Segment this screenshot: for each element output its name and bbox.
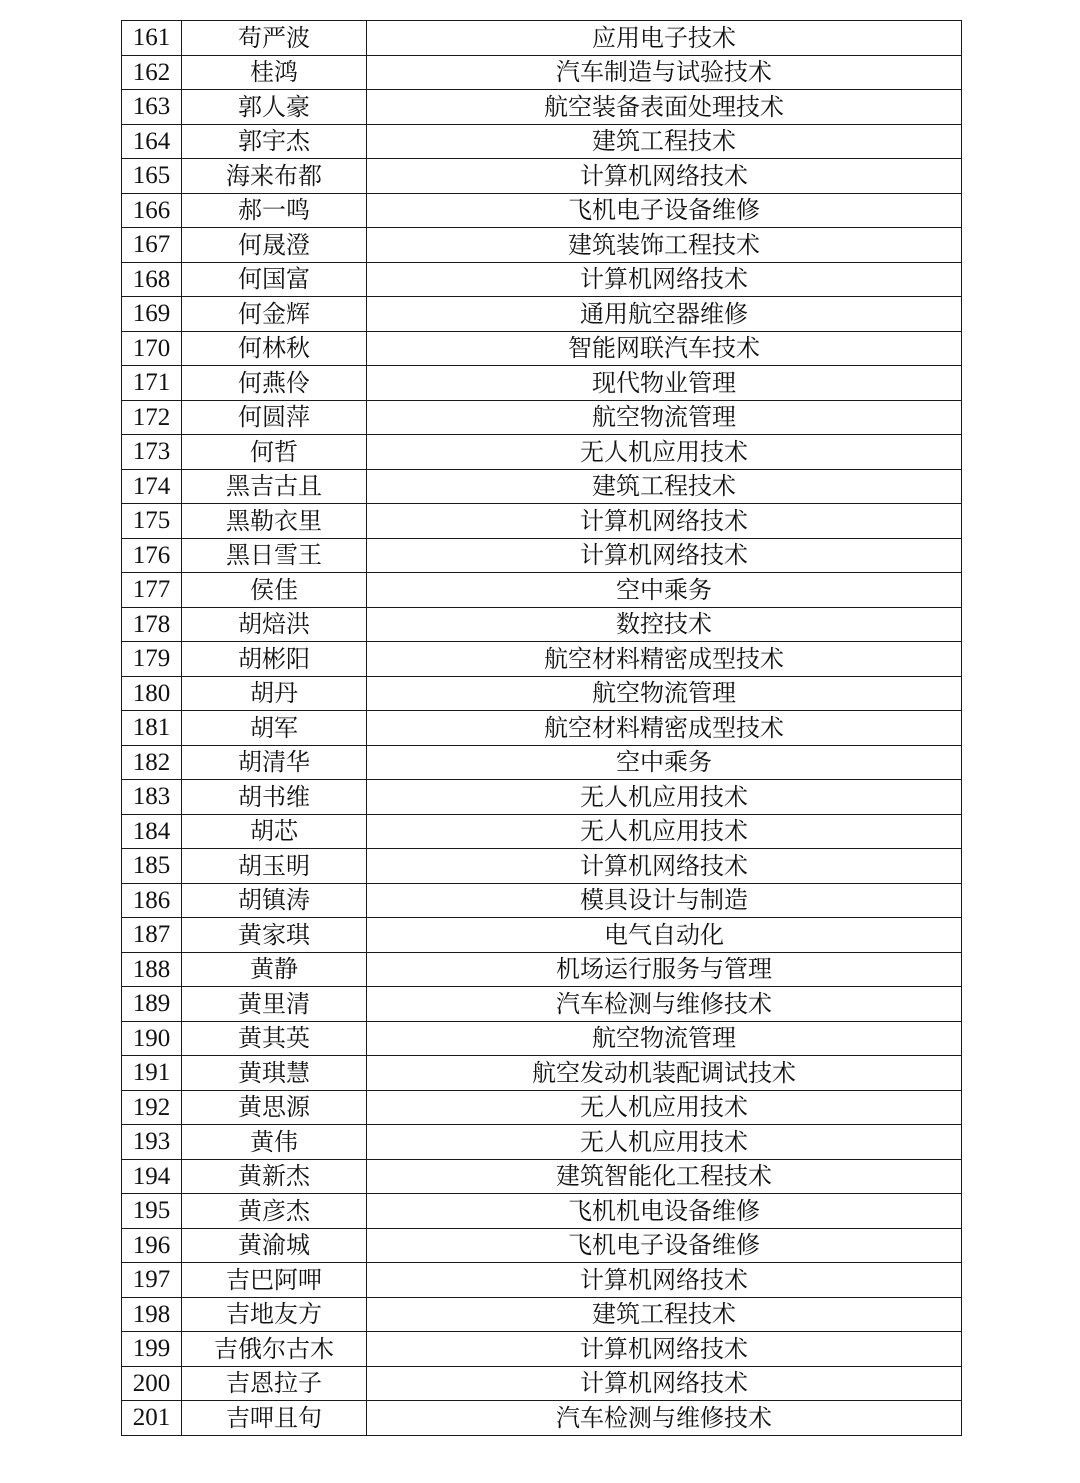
table-row [122,745,962,780]
row-number-cell: 177 [122,573,182,608]
table-row [122,21,962,56]
table-row [122,366,962,401]
table-row [122,90,962,125]
student-name-cell: 黄思源 [182,1090,367,1125]
student-name-cell: 胡丹 [182,676,367,711]
row-number-cell: 178 [122,607,182,642]
major-cell: 飞机电子设备维修 [367,1228,962,1263]
table-row [122,1332,962,1367]
major-cell: 汽车制造与试验技术 [367,55,962,90]
major-cell: 飞机机电设备维修 [367,1194,962,1229]
major-cell: 计算机网络技术 [367,538,962,573]
table-row [122,1125,962,1160]
table-row [122,435,962,470]
student-name-cell: 黄彦杰 [182,1194,367,1229]
student-name-cell: 何国富 [182,262,367,297]
major-cell: 建筑工程技术 [367,1297,962,1332]
row-number-cell: 192 [122,1090,182,1125]
student-name-cell: 胡军 [182,711,367,746]
major-cell: 计算机网络技术 [367,1332,962,1367]
table-row [122,1056,962,1091]
major-cell: 航空材料精密成型技术 [367,711,962,746]
student-name-cell: 吉恩拉子 [182,1366,367,1401]
major-cell: 无人机应用技术 [367,435,962,470]
row-number-cell: 194 [122,1159,182,1194]
student-name-cell: 胡书维 [182,780,367,815]
major-cell: 计算机网络技术 [367,504,962,539]
major-cell: 航空物流管理 [367,400,962,435]
major-cell: 通用航空器维修 [367,297,962,332]
major-cell: 数控技术 [367,607,962,642]
table-row [122,883,962,918]
row-number-cell: 161 [122,21,182,56]
student-name-cell: 胡芯 [182,814,367,849]
student-name-cell: 胡彬阳 [182,642,367,677]
table-row [122,331,962,366]
student-name-cell: 黄家琪 [182,918,367,953]
row-number-cell: 196 [122,1228,182,1263]
major-cell: 建筑工程技术 [367,469,962,504]
major-cell: 航空材料精密成型技术 [367,642,962,677]
student-name-cell: 侯佳 [182,573,367,608]
table-row [122,1263,962,1298]
table-row [122,55,962,90]
major-cell: 电气自动化 [367,918,962,953]
student-name-cell: 黑吉古且 [182,469,367,504]
student-name-cell: 吉地友方 [182,1297,367,1332]
major-cell: 智能网联汽车技术 [367,331,962,366]
student-name-cell: 黑日雪王 [182,538,367,573]
row-number-cell: 164 [122,124,182,159]
major-cell: 航空装备表面处理技术 [367,90,962,125]
student-name-cell: 何哲 [182,435,367,470]
row-number-cell: 199 [122,1332,182,1367]
row-number-cell: 165 [122,159,182,194]
student-name-cell: 黄伟 [182,1125,367,1160]
table-row [122,228,962,263]
major-cell: 无人机应用技术 [367,814,962,849]
row-number-cell: 173 [122,435,182,470]
row-number-cell: 167 [122,228,182,263]
major-cell: 计算机网络技术 [367,262,962,297]
student-name-cell: 何林秋 [182,331,367,366]
major-cell: 航空物流管理 [367,676,962,711]
major-cell: 计算机网络技术 [367,1366,962,1401]
student-name-cell: 黄静 [182,952,367,987]
row-number-cell: 174 [122,469,182,504]
major-cell: 应用电子技术 [367,21,962,56]
major-cell: 无人机应用技术 [367,780,962,815]
major-cell: 空中乘务 [367,745,962,780]
table-row [122,159,962,194]
table-row [122,676,962,711]
major-cell: 建筑智能化工程技术 [367,1159,962,1194]
row-number-cell: 181 [122,711,182,746]
table-row [122,297,962,332]
table-row [122,1194,962,1229]
major-cell: 建筑工程技术 [367,124,962,159]
table-row [122,538,962,573]
table-row [122,814,962,849]
row-number-cell: 191 [122,1056,182,1091]
table-row [122,780,962,815]
row-number-cell: 166 [122,193,182,228]
row-number-cell: 187 [122,918,182,953]
major-cell: 无人机应用技术 [367,1125,962,1160]
table-row [122,400,962,435]
table-row [122,573,962,608]
student-name-cell: 黄琪慧 [182,1056,367,1091]
student-name-cell: 海来布都 [182,159,367,194]
row-number-cell: 170 [122,331,182,366]
row-number-cell: 180 [122,676,182,711]
table-row [122,1366,962,1401]
row-number-cell: 190 [122,1021,182,1056]
table-row [122,1090,962,1125]
table-row [122,469,962,504]
major-cell: 汽车检测与维修技术 [367,987,962,1022]
major-cell: 计算机网络技术 [367,1263,962,1298]
major-cell: 航空发动机装配调试技术 [367,1056,962,1091]
student-name-cell: 黑勒衣里 [182,504,367,539]
row-number-cell: 162 [122,55,182,90]
row-number-cell: 171 [122,366,182,401]
table-row [122,607,962,642]
row-number-cell: 182 [122,745,182,780]
table-row [122,849,962,884]
row-number-cell: 163 [122,90,182,125]
row-number-cell: 183 [122,780,182,815]
student-name-cell: 苟严波 [182,21,367,56]
student-name-cell: 何金辉 [182,297,367,332]
table-row [122,124,962,159]
table-row [122,1021,962,1056]
student-name-cell: 胡镇涛 [182,883,367,918]
student-name-cell: 黄里清 [182,987,367,1022]
student-name-cell: 黄新杰 [182,1159,367,1194]
major-cell: 机场运行服务与管理 [367,952,962,987]
table-row [122,504,962,539]
row-number-cell: 201 [122,1401,182,1436]
table-row [122,952,962,987]
row-number-cell: 198 [122,1297,182,1332]
table-row [122,193,962,228]
row-number-cell: 188 [122,952,182,987]
row-number-cell: 184 [122,814,182,849]
student-name-cell: 郭人豪 [182,90,367,125]
major-cell: 空中乘务 [367,573,962,608]
student-name-cell: 吉俄尔古木 [182,1332,367,1367]
row-number-cell: 185 [122,849,182,884]
table-row [122,711,962,746]
student-name-cell: 吉巴阿呷 [182,1263,367,1298]
student-name-cell: 何晟澄 [182,228,367,263]
row-number-cell: 197 [122,1263,182,1298]
student-name-cell: 黄渝城 [182,1228,367,1263]
table-row [122,1159,962,1194]
table-row [122,262,962,297]
table-row [122,918,962,953]
table-body [122,21,962,1436]
row-number-cell: 193 [122,1125,182,1160]
row-number-cell: 169 [122,297,182,332]
student-name-cell: 胡焙洪 [182,607,367,642]
student-name-cell: 郭宇杰 [182,124,367,159]
table-row [122,1228,962,1263]
major-cell: 现代物业管理 [367,366,962,401]
student-name-cell: 何圆萍 [182,400,367,435]
row-number-cell: 195 [122,1194,182,1229]
major-cell: 计算机网络技术 [367,849,962,884]
row-number-cell: 200 [122,1366,182,1401]
student-name-cell: 胡玉明 [182,849,367,884]
student-name-cell: 郝一鸣 [182,193,367,228]
table-row [122,642,962,677]
row-number-cell: 189 [122,987,182,1022]
table-row [122,1401,962,1436]
major-cell: 模具设计与制造 [367,883,962,918]
major-cell: 计算机网络技术 [367,159,962,194]
major-cell: 航空物流管理 [367,1021,962,1056]
row-number-cell: 176 [122,538,182,573]
row-number-cell: 168 [122,262,182,297]
student-table [121,20,962,1436]
row-number-cell: 179 [122,642,182,677]
student-name-cell: 胡清华 [182,745,367,780]
table-row [122,987,962,1022]
major-cell: 无人机应用技术 [367,1090,962,1125]
student-name-cell: 黄其英 [182,1021,367,1056]
major-cell: 汽车检测与维修技术 [367,1401,962,1436]
major-cell: 建筑装饰工程技术 [367,228,962,263]
major-cell: 飞机电子设备维修 [367,193,962,228]
table-row [122,1297,962,1332]
row-number-cell: 186 [122,883,182,918]
row-number-cell: 175 [122,504,182,539]
student-name-cell: 桂鸿 [182,55,367,90]
student-name-cell: 何燕伶 [182,366,367,401]
student-name-cell: 吉呷且句 [182,1401,367,1436]
row-number-cell: 172 [122,400,182,435]
